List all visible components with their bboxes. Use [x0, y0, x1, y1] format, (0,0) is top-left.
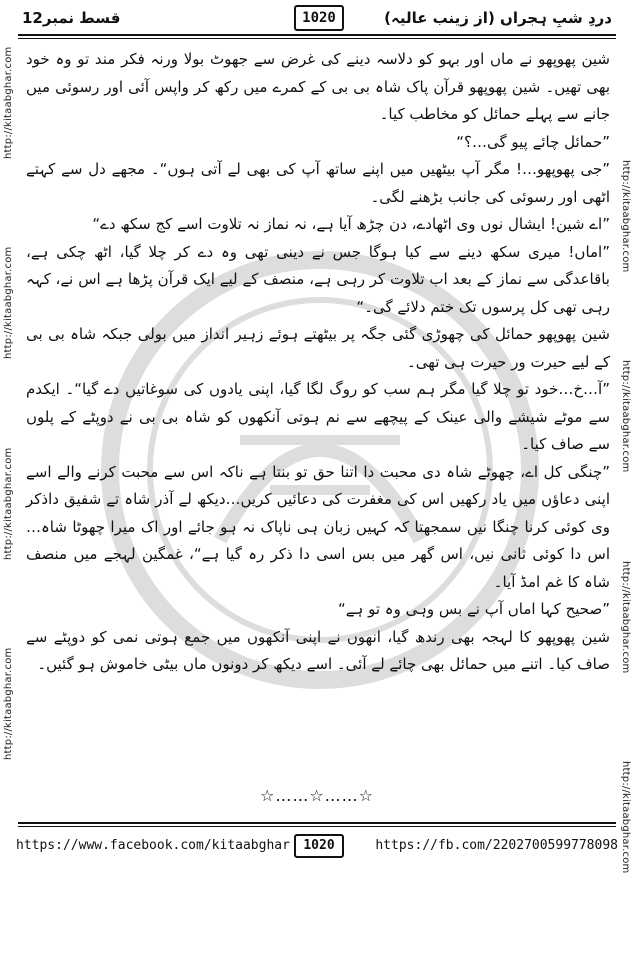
- facebook-link-left[interactable]: https://www.facebook.com/kitaabghar: [16, 838, 290, 853]
- page-header: [0, 0, 634, 34]
- footer-rule-thin: [18, 826, 616, 827]
- facebook-link-right[interactable]: https://fb.com/2202700599778098: [375, 838, 618, 853]
- paragraph: شین پھوپھو حمائل کی چھوڑی گئی جگہ پر بیٹھتے ہوئے زہیر انداز میں بولی جبکہ شاہ بی بی کے لیے حیرت ور حیرت ہی تھی۔: [26, 325, 610, 371]
- section-separator: ☆……☆……☆: [259, 786, 375, 805]
- paragraph: ”صحیح کہا اماں آپ نے بس وہی وہ تو ہے“: [338, 600, 610, 618]
- paragraph: ”حمائل چائے پیو گی…؟“: [456, 132, 610, 151]
- episode-label: قسط نمبر12: [22, 9, 121, 27]
- paragraph: شین پھوپھو نے ماں اور بہو کو دلاسہ دینے کی غرض سے جھوٹ بولا ورنہ فکر مند تو وہ خود بھی تھیں۔ شین پھوپھو قرآن پاک شاہ بی بی کے کمرے میں رکھ کر واپس آئی اور رسوئی میں جانے سے پہلے حمائل کو مخاطب کیا۔: [26, 50, 610, 123]
- page-footer: [0, 832, 634, 862]
- book-title: دردِ شبِ ہجراں (از زینب عالیہ): [384, 9, 612, 27]
- paragraph: ”اے شین! ایشال نوں وی اٹھادے، دن چڑھ آیا ہے، نہ نماز نہ تلاوت اسے کج سکھ دے“: [92, 215, 610, 233]
- paragraph: شین پھوپھو کا لہجہ بھی رندھ گیا، انھوں نے اپنی آنکھوں میں جمع ہوتی نمی کو دوپٹے سے صاف کیا۔ اتنے میں حمائل بھی چائے لے آئی۔ اسے دیکھ کر دونوں ماں بیٹی خاموش ہو گئیں۔: [26, 627, 610, 673]
- side-watermark-right: http://kitaabghar.comhttp://kitaabghar.comhttp://kitaabghar.comhttp://kitaabghar.com: [620, 160, 631, 874]
- header-rule: [18, 34, 616, 36]
- header-page-number: 1020: [294, 5, 344, 31]
- footer-page-number: 1020: [294, 834, 344, 858]
- footer-rule: [18, 822, 616, 824]
- article-body: [26, 46, 610, 776]
- side-watermark-left: http://kitaabghar.comhttp://kitaabghar.comhttp://kitaabghar.comhttp://kitaabghar.com: [3, 46, 14, 760]
- paragraph: ”چنگی کل اے، چھوٹے شاہ دی محبت دا اتنا حق تو بنتا ہے ناکہ اس سے محبت کرنے والے اسے اپنی دعاؤں میں یاد رکھیں اس کی مغفرت کی دعائیں کریں…دیکھ لے آذر شاہ تے شفیق داذکر وی کوئی کرنا چنگا نیں سمجھتا کہ کہیں زبان ہی ناپاک نہ ہو جائے اور اک میرا چھوٹا شاہ…اس دا کوئی ثانی نیں، اس گھر میں بس اسی دا ذکر رہ گیا ہے“، غمگین لہجے میں منصف شاہ کا غم امڈ آیا۔: [26, 462, 610, 591]
- paragraph: ”اماں! میری سکھ دینے سے کیا ہوگا جس نے دینی تھی وہ دے کر چلا گیا، اٹھ چکی ہے، باقاعدگی سے نماز کے بعد اب تلاوت کر رہی ہے، منصف کے لیے ایک قرآن پڑھا ہے اس نے، کہہ رہی تھی کل پرسوں تک ختم دلائے گی۔“: [26, 242, 610, 316]
- header-rule-thin: [18, 38, 616, 39]
- paragraph: ”جی پھوپھو…! مگر آپ بیٹھیں میں اپنے ساتھ آپ کی بھی لے آتی ہوں“۔ مجھے دل سے کہتے اٹھی اور رسوئی کی جانب بڑھنے لگی۔: [26, 160, 610, 206]
- paragraph: ”آ…خ…خود تو چلا گیا مگر ہم سب کو روگ لگا گیا، اپنی یادوں کی سوغاتیں دے گیا“۔ ایکدم سے موٹے شیشے والی عینک کے پیچھے سے نم ہوتی آنکھوں کو شاہ بی بی نے دوپٹے کے پلوں سے صاف کیا۔: [26, 380, 610, 453]
